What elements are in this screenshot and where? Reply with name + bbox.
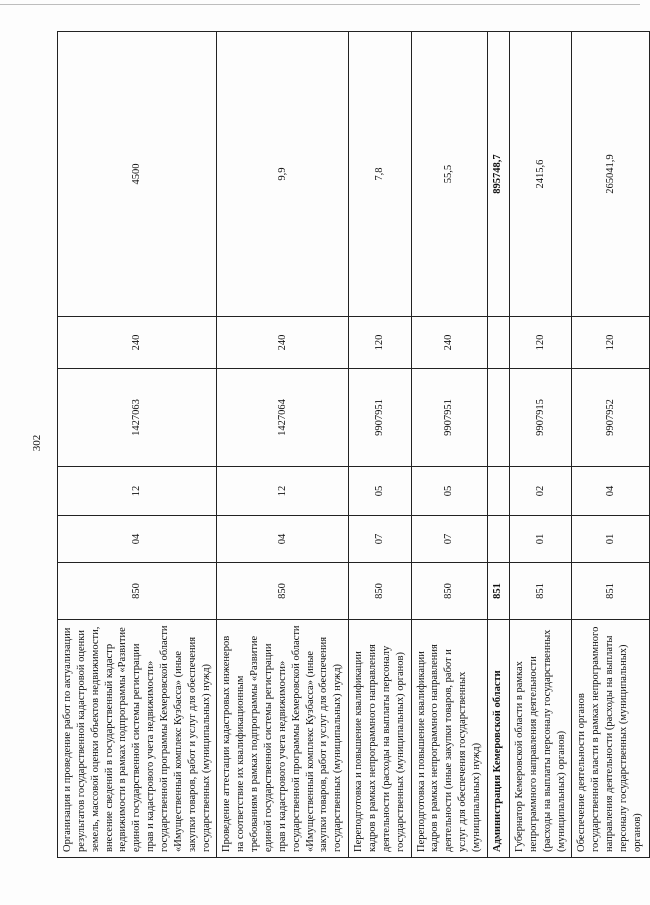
expense-type-cell: 120 <box>349 317 411 369</box>
rotated-table-wrapper <box>57 32 643 858</box>
ministry-code-cell: 850 <box>217 563 349 620</box>
section-code-cell: 01 <box>509 516 571 563</box>
ministry-code-cell: 851 <box>487 563 509 620</box>
ministry-code-cell: 850 <box>58 563 217 620</box>
row-name-cell: Организация и проведение работ по актуализации результатов государственной кадастровой оценки земель, массовой оценки объектов недвижимости, внесение сведений в государственный кадастр недвижимости в рамках подпрограммы «Развитие единой государственной системы регистрации прав и кадастрового учета недвижимости» государственной программы Кемеровской области «Имущественный комплекс Кузбасса» (иные закупки товаров, работ и услуг для обеспечения государственных (муниципальных) нужд) <box>58 620 217 858</box>
target-article-cell: 9907951 <box>349 369 411 467</box>
section-code-cell <box>487 516 509 563</box>
section-code-cell: 04 <box>217 516 349 563</box>
subsection-code-cell <box>487 467 509 516</box>
ministry-code-cell: 851 <box>572 563 650 620</box>
amount-cell: 9,9 <box>217 32 349 317</box>
section-code-cell: 04 <box>58 516 217 563</box>
expense-type-cell: 120 <box>509 317 571 369</box>
budget-table <box>57 31 650 858</box>
section-code-cell: 01 <box>572 516 650 563</box>
row-name-cell: Переподготовка и повышение квалификации кадров в рамках непрограммного направления деятельности (иные закупки товаров, работ и услуг для обеспечения государственных (муниципальных) нужд) <box>411 620 487 858</box>
top-rule <box>0 4 640 5</box>
table-row <box>349 32 411 858</box>
table-body <box>58 32 650 858</box>
table-row <box>217 32 349 858</box>
table-row <box>58 32 217 858</box>
target-article-cell: 9907952 <box>572 369 650 467</box>
row-name-cell: Переподготовка и повышение квалификации кадров в рамках непрограммного направления деятельности (расходы на выплаты персоналу государственных (муниципальных) органов) <box>349 620 411 858</box>
subsection-code-cell: 12 <box>217 467 349 516</box>
target-article-cell: 1427064 <box>217 369 349 467</box>
row-name-cell: Губернатор Кемеровской области в рамках непрограммного направления деятельности (расходы на выплаты персоналу государственных (муниципальных) органов) <box>509 620 571 858</box>
amount-cell: 7,8 <box>349 32 411 317</box>
target-article-cell: 9907951 <box>411 369 487 467</box>
section-code-cell: 07 <box>411 516 487 563</box>
expense-type-cell: 240 <box>58 317 217 369</box>
ministry-code-cell: 851 <box>509 563 571 620</box>
ministry-code-cell: 850 <box>349 563 411 620</box>
target-article-cell: 1427063 <box>58 369 217 467</box>
amount-cell: 2415,6 <box>509 32 571 317</box>
subsection-code-cell: 04 <box>572 467 650 516</box>
table-row <box>572 32 650 858</box>
expense-type-cell: 240 <box>411 317 487 369</box>
amount-cell: 4500 <box>58 32 217 317</box>
amount-cell: 55,5 <box>411 32 487 317</box>
target-article-cell: 9907915 <box>509 369 571 467</box>
row-name-cell: Администрация Кемеровской области <box>487 620 509 858</box>
subsection-code-cell: 12 <box>58 467 217 516</box>
subsection-code-cell: 05 <box>349 467 411 516</box>
table-row <box>411 32 487 858</box>
row-name-cell: Обеспечение деятельности органов государственной власти в рамках непрограммного направления деятельности (расходы на выплаты персоналу государственных (муниципальных) органов) <box>572 620 650 858</box>
target-article-cell <box>487 369 509 467</box>
expense-type-cell: 240 <box>217 317 349 369</box>
ministry-code-cell: 850 <box>411 563 487 620</box>
amount-cell: 265041,9 <box>572 32 650 317</box>
subsection-code-cell: 05 <box>411 467 487 516</box>
subsection-code-cell: 02 <box>509 467 571 516</box>
section-code-cell: 07 <box>349 516 411 563</box>
table-row <box>487 32 509 858</box>
expense-type-cell <box>487 317 509 369</box>
row-name-cell: Проведение аттестации кадастровых инженеров на соответствие их квалификационным требованиям в рамках подпрограммы «Развитие единой государственной системы регистрации прав и кадастрового учета недвижимости» государственной программы Кемеровской области «Имущественный комплекс Кузбасса» (иные закупки товаров, работ и услуг для обеспечения государственных (муниципальных) нужд) <box>217 620 349 858</box>
expense-type-cell: 120 <box>572 317 650 369</box>
page-number: 302 <box>31 434 43 452</box>
table-row <box>509 32 571 858</box>
amount-cell: 895748,7 <box>487 32 509 317</box>
